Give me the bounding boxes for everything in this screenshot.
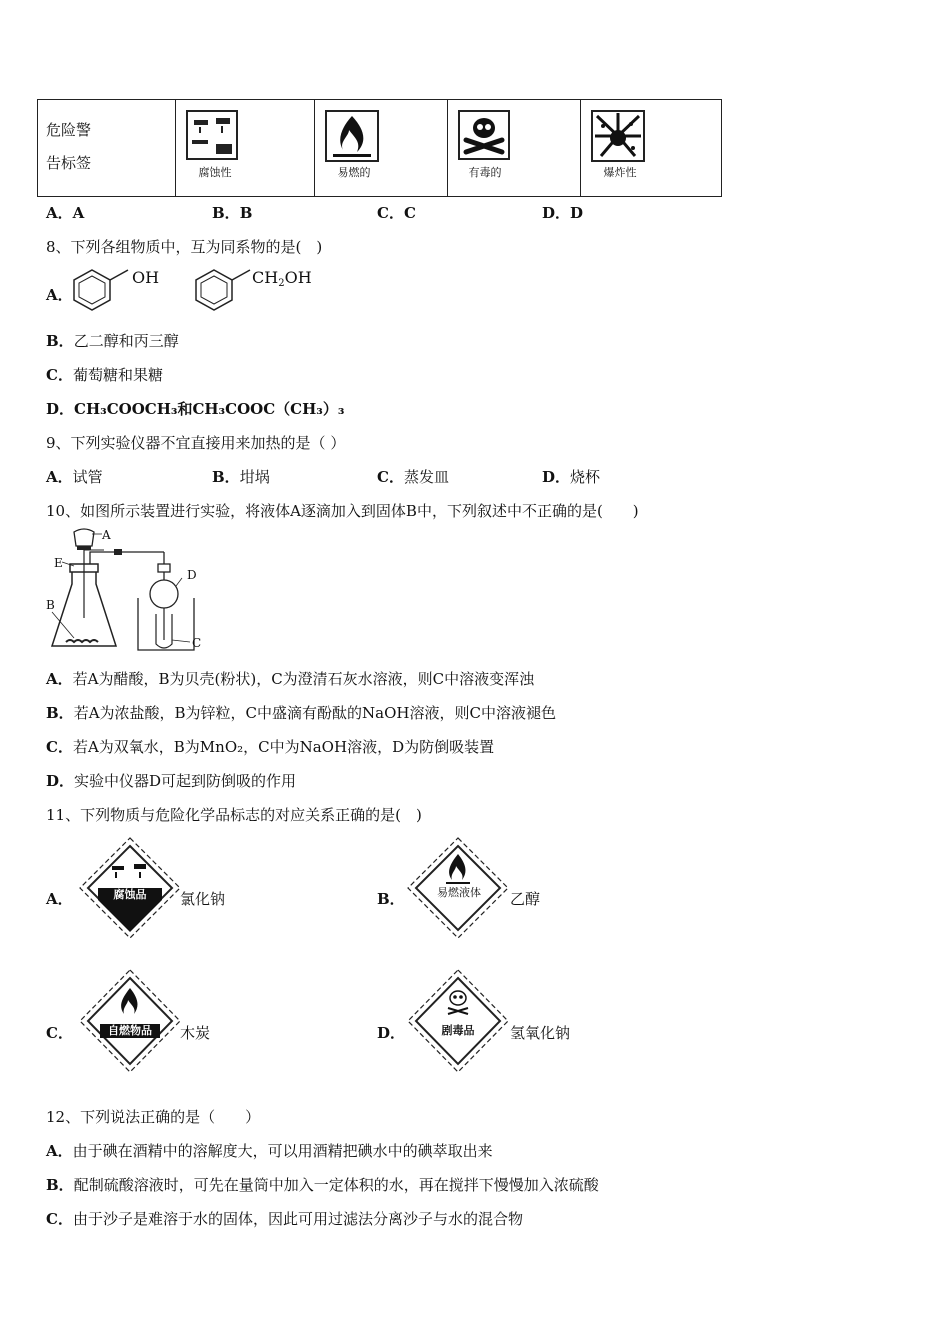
- gas-apparatus-diagram: [44, 528, 214, 656]
- q12-option-c[interactable]: C．由于沙子是难溶于水的固体，因此可用过滤法分离沙子与水的混合物: [46, 1210, 523, 1228]
- sign-label-flammable: 易燃的: [337, 166, 371, 179]
- q8-option-b[interactable]: B．乙二醇和丙三醇: [46, 332, 179, 350]
- q10-option-d[interactable]: D．实验中仪器D可起到防倒吸的作用: [46, 772, 297, 790]
- header-line-1: 危险警: [46, 121, 92, 139]
- apparatus-label-e: E: [54, 556, 63, 570]
- q11-stem: 11、下列物质与危险化学品标志的对应关系正确的是( ): [46, 806, 422, 824]
- q11-option-d-substance: 氢氧化钠: [510, 1024, 571, 1042]
- flammable-liquid-label: 易燃液体: [437, 886, 481, 899]
- q7-option-b[interactable]: B．B: [212, 204, 253, 222]
- q7-option-c[interactable]: C．C: [377, 204, 416, 222]
- apparatus-label-b: B: [46, 598, 55, 612]
- q11-option-b-substance: 乙醇: [510, 890, 541, 908]
- sign-label-corrosive: 腐蚀性: [198, 166, 232, 179]
- header-line-2: 告标签: [46, 154, 92, 172]
- apparatus-label-a: A: [102, 528, 111, 542]
- q10-option-c[interactable]: C．若A为双氧水，B为MnO₂，C中为NaOH溶液，D为防倒吸装置: [46, 738, 495, 756]
- sign-cell-corrosive: [176, 100, 315, 197]
- q11-option-c-substance: 木炭: [180, 1024, 211, 1042]
- q7-option-d[interactable]: D．D: [542, 204, 584, 222]
- q8-option-d[interactable]: D．CH₃COOCH₃和CH₃COOC（CH₃）₃: [46, 400, 345, 418]
- phenol-oh-label: OH: [132, 268, 160, 287]
- q12-option-a[interactable]: A．由于碘在酒精中的溶解度大，可以用酒精把碘水中的碘萃取出来: [46, 1142, 493, 1160]
- q9-option-a[interactable]: A．试管: [46, 468, 103, 486]
- q11-option-a-substance: 氯化钠: [180, 890, 226, 908]
- sign-cell-toxic: [448, 100, 581, 197]
- q12-stem: 12、下列说法正确的是（ ）: [46, 1108, 261, 1126]
- q9-option-b[interactable]: B．坩埚: [212, 468, 270, 486]
- hazard-sign-table: [37, 99, 722, 197]
- q11-option-d-key[interactable]: D．: [377, 1024, 406, 1042]
- q7-option-a[interactable]: A．A: [46, 204, 85, 222]
- q11-option-b-key[interactable]: B．: [377, 890, 405, 908]
- q10-option-b[interactable]: B．若A为浓盐酸，B为锌粒，C中盛滴有酚酞的NaOH溶液，则C中溶液褪色: [46, 704, 556, 722]
- q10-stem: 10、如图所示装置进行实验，将液体A逐滴加入到固体B中，下列叙述中不正确的是( ): [46, 502, 639, 520]
- q8-option-a-key[interactable]: A．: [46, 286, 73, 304]
- highly-toxic-diamond-icon: [406, 968, 510, 1074]
- sign-cell-flammable: [315, 100, 448, 197]
- highly-toxic-label: 剧毒品: [441, 1024, 475, 1037]
- q9-stem: 9、下列实验仪器不宜直接用来加热的是（ ）: [46, 434, 346, 452]
- q10-option-a[interactable]: A．若A为醋酸，B为贝壳(粉状)，C为澄清石灰水溶液，则C中溶液变浑浊: [46, 670, 535, 688]
- q8-option-c[interactable]: C．葡萄糖和果糖: [46, 366, 163, 384]
- spontaneous-combustion-label: 自燃物品: [108, 1024, 152, 1037]
- q11-option-a-key[interactable]: A．: [46, 890, 73, 908]
- q11-option-c-key[interactable]: C．: [46, 1024, 73, 1042]
- hazard-table-header: [38, 100, 176, 197]
- q12-option-b[interactable]: B．配制硫酸溶液时，可先在量筒中加入一定体积的水，再在搅拌下慢慢加入浓硫酸: [46, 1176, 599, 1194]
- q9-option-c[interactable]: C．蒸发皿: [377, 468, 449, 486]
- corrosive-diamond-label: 腐蚀品: [113, 888, 147, 901]
- sign-label-explosive: 爆炸性: [603, 166, 637, 179]
- sign-label-toxic: 有毒的: [468, 166, 502, 179]
- sign-cell-explosive: [581, 100, 722, 197]
- apparatus-label-c: C: [192, 636, 202, 650]
- corrosive-sign-icon: [186, 110, 238, 160]
- q9-option-d[interactable]: D．烧杯: [542, 468, 601, 486]
- q8-stem: 8、下列各组物质中，互为同系物的是( ): [46, 238, 323, 256]
- toxic-sign-icon: [458, 110, 510, 160]
- apparatus-label-d: D: [187, 568, 197, 582]
- explosive-sign-icon: [591, 110, 645, 162]
- benzyl-ch2oh-label: $CH_2OH$: [252, 268, 312, 289]
- flammable-sign-icon: [325, 110, 379, 162]
- spontaneous-combustion-diamond-icon: [78, 968, 182, 1074]
